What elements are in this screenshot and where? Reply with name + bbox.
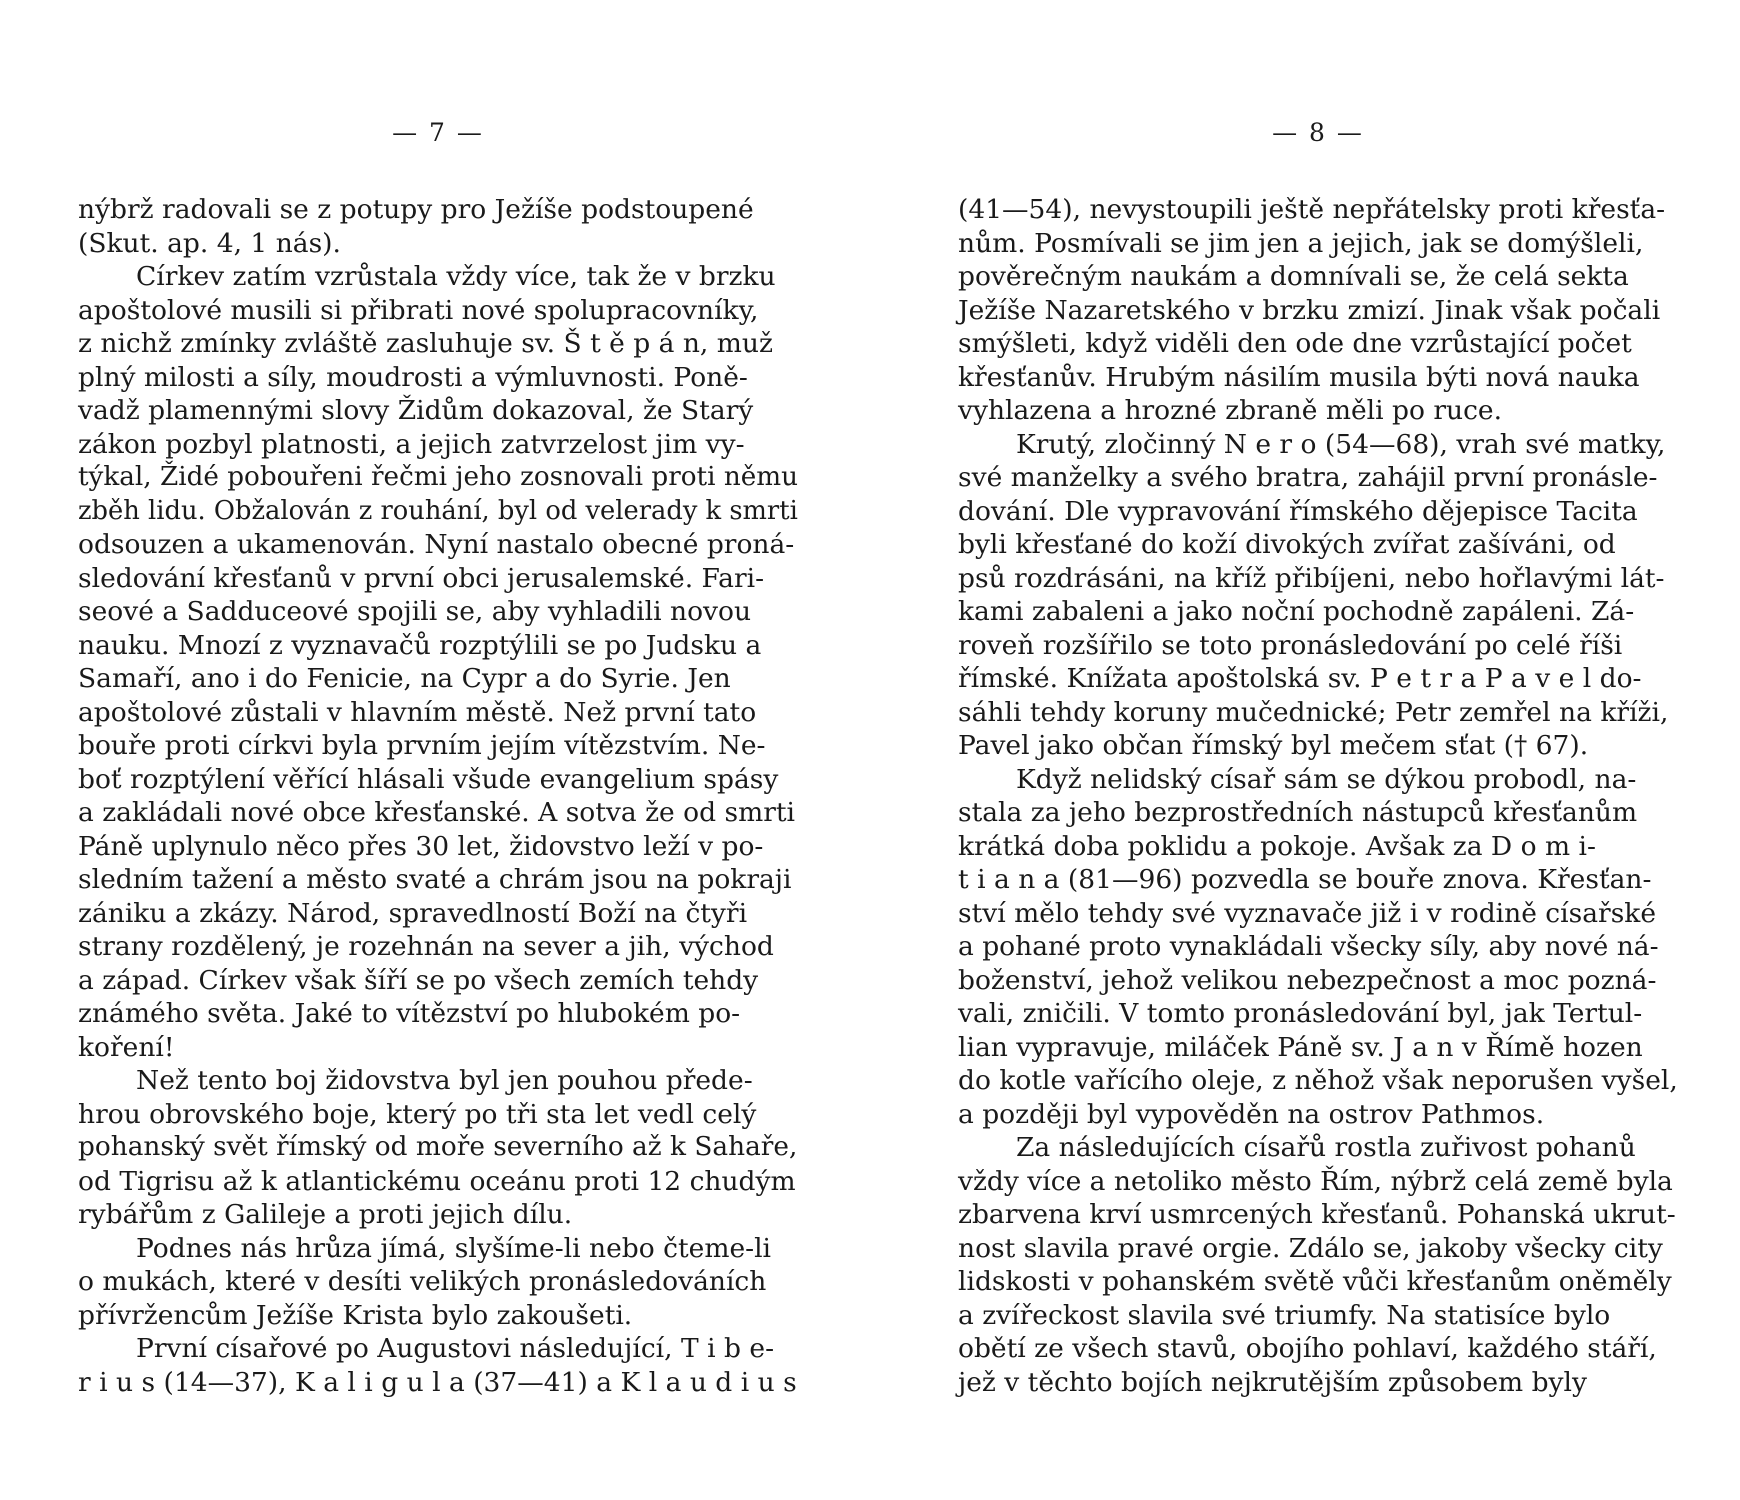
text-line: obětí ze všech stavů, obojího pohlaví, každého stáří, <box>958 1333 1657 1364</box>
text-line: Za následujících císařů rostla zuřivost pohanů <box>1016 1132 1636 1163</box>
text-line: známého světa. Jaké to vítězství po hlubokém po- <box>78 998 741 1029</box>
text-line: Podnes nás hrůza jímá, slyšíme-li nebo čteme-li <box>136 1232 772 1264</box>
text-line: sáhli tehdy koruny mučednické; Petr zemřel na kříži, <box>958 696 1669 728</box>
text-line: zběh lidu. Obžalován z rouhání, byl od velerady k smrti <box>78 495 798 526</box>
text-line: Samaří, ano i do Fenicie, na Cypr a do Syrie. Jen <box>78 663 731 694</box>
text-line: týkal, Židé pobouřeni řečmi jeho zosnovali proti němu <box>78 462 799 492</box>
text-line: Ježíše Nazaretského v brzku zmizí. Jinak však počali <box>958 294 1661 326</box>
text-line: zániku a zkázy. Národ, spravedlností Boží na čtyři <box>78 897 748 929</box>
text-line: o mukách, které v desíti velikých pronásledováních <box>78 1266 767 1297</box>
text-line: vadž plamennými slovy Židům dokazoval, že Starý <box>78 395 754 426</box>
text-line: vždy více a netoliko město Řím, nýbrž celá země byla <box>958 1165 1673 1197</box>
text-line: Pavel jako občan římský byl mečem sťat († 67). <box>958 730 1589 761</box>
text-line: apoštolové zůstali v hlavním městě. Než první tato <box>78 696 757 728</box>
text-line: do kotle vařícího oleje, z něhož však neporušen vyšel, <box>958 1065 1678 1096</box>
text-line: od Tigrisu až k atlantickému oceánu proti 12 chudým <box>78 1165 796 1197</box>
text-line: své manželky a svého bratra, zahájil první pronásle- <box>958 462 1658 493</box>
page-number: — 7 — <box>392 118 484 147</box>
text-line: dování. Dle vypravování římského dějepisce Tacita <box>958 495 1638 527</box>
text-line: a pohané proto vynakládali všecky síly, aby nové ná- <box>958 931 1659 962</box>
text-line: římské. Knížata apoštolská sv. P e t r a P a v e l do- <box>958 663 1642 694</box>
text-line: Když nelidský císař sám se dýkou probodl, na- <box>1016 763 1637 795</box>
text-line: krátká doba poklidu a pokoje. Avšak za D o m i- <box>958 830 1596 862</box>
text-line: koření! <box>78 1031 175 1063</box>
text-line: sledním tažení a město svaté a chrám jsou na pokraji <box>78 864 792 895</box>
text-line: rybářům z Galileje a proti jejich dílu. <box>78 1199 573 1230</box>
text-line: bouře proti církvi byla prvním jejím vítězstvím. Ne- <box>78 730 766 761</box>
text-line: stala za jeho bezprostředních nástupců křesťanům <box>958 797 1638 828</box>
page-text <box>958 193 1678 1399</box>
text-line: vali, zničili. V tomto pronásledování byl, jak Tertul- <box>958 998 1643 1029</box>
text-line: přívržencům Ježíše Krista bylo zakoušeti. <box>78 1299 633 1331</box>
text-line: lian vypravuje, miláček Páně sv. J a n v Římě hozen <box>958 1031 1643 1063</box>
page-number: — 8 — <box>1272 118 1364 147</box>
text-line: a západ. Církev však šíří se po všech zemích tehdy <box>78 964 759 996</box>
text-line: zbarvena krví usmrcených křesťanů. Pohanská ukrut- <box>958 1199 1676 1230</box>
text-line: a zvířeckost slavila své triumfy. Na statisíce bylo <box>958 1299 1611 1331</box>
text-line: sledování křesťanů v první obci jerusalemské. Fari- <box>78 562 765 594</box>
text-line: seové a Sadduceové spojili se, aby vyhladili novou <box>78 596 752 627</box>
text-line: psů rozdrásáni, na kříž přibíjeni, nebo hořlavými lát- <box>958 562 1665 594</box>
text-line: nýbrž radovali se z potupy pro Ježíše podstoupené <box>78 194 754 225</box>
text-line: a později byl vypověděn na ostrov Pathmos. <box>958 1098 1545 1130</box>
text-line: r i u s (14—37), K a l i g u l a (37—41) a K l a u d i u s <box>78 1366 797 1398</box>
text-line: Krutý, zločinný N e r o (54—68), vrah své matky, <box>1016 428 1666 460</box>
text-line: z nichž zmínky zvláště zasluhuje sv. Š t ě p á n, muž <box>78 328 773 359</box>
text-line: pověrečným naukám a domnívali se, že celá sekta <box>958 261 1629 292</box>
text-line: odsouzen a ukamenován. Nyní nastalo obecné proná- <box>78 529 795 560</box>
text-line: strany rozdělený, je rozehnán na sever a jih, východ <box>78 931 774 962</box>
text-line: ství mělo tehdy své vyznavače již i v rodině císařské <box>958 897 1657 929</box>
text-line: smýšleti, když viděli den ode dne vzrůstající počet <box>958 328 1632 359</box>
text-line: kami zabaleni a jako noční pochodně zapáleni. Zá- <box>958 596 1635 627</box>
text-line: byli křesťané do koží divokých zvířat zašíváni, od <box>958 529 1616 560</box>
text-line: Církev zatím vzrůstala vždy více, tak že v brzku <box>136 261 776 292</box>
text-line: boť rozptýlení věřící hlásali všude evangelium spásy <box>78 763 779 795</box>
text-line: křesťanův. Hrubým násilím musila býti nová nauka <box>958 361 1640 393</box>
text-line: nům. Posmívali se jim jen a jejich, jak se domýšleli, <box>958 227 1644 259</box>
text-line: t i a n a (81—96) pozvedla se bouře znova. Křesťan- <box>958 864 1652 895</box>
text-line: (41—54), nevystoupili ještě nepřátelsky proti křesťa- <box>958 194 1666 225</box>
text-line: a zakládali nové obce křesťanské. A sotva že od smrti <box>78 797 796 828</box>
text-line: hrou obrovského boje, který po tři sta let vedl celý <box>78 1098 757 1130</box>
text-line: nauku. Mnozí z vyznavačů rozptýlili se po Judsku a <box>78 629 762 661</box>
page-text <box>78 193 798 1399</box>
text-line: pohanský svět římský od moře severního až k Sahaře, <box>78 1132 798 1162</box>
text-line: Než tento boj židovstva byl jen pouhou přede- <box>136 1065 753 1096</box>
text-line: Páně uplynulo něco přes 30 let, židovstvo leží v po- <box>78 830 764 862</box>
text-line: jež v těchto bojích nejkrutějším způsobem byly <box>958 1366 1587 1398</box>
text-line: zákon pozbyl platnosti, a jejich zatvrzelost jim vy- <box>78 428 745 460</box>
text-line: vyhlazena a hrozné zbraně měli po ruce. <box>958 395 1503 426</box>
text-line: (Skut. ap. 4, 1 nás). <box>78 227 341 259</box>
text-line: boženství, jehož velikou nebezpečnost a moc pozná- <box>958 964 1657 996</box>
text-line: nost slavila pravé orgie. Zdálo se, jakoby všecky city <box>958 1232 1663 1264</box>
text-line: lidskosti v pohanském světě vůči křesťanům oněměly <box>958 1266 1672 1297</box>
text-line: plný milosti a síly, moudrosti a výmluvnosti. Poně- <box>78 361 748 393</box>
text-line: apoštolové musili si přibrati nové spolupracovníky, <box>78 294 759 326</box>
text-line: roveň rozšířilo se toto pronásledování po celé říši <box>958 629 1623 661</box>
text-line: První císařové po Augustovi následující, T i b e- <box>136 1333 775 1364</box>
